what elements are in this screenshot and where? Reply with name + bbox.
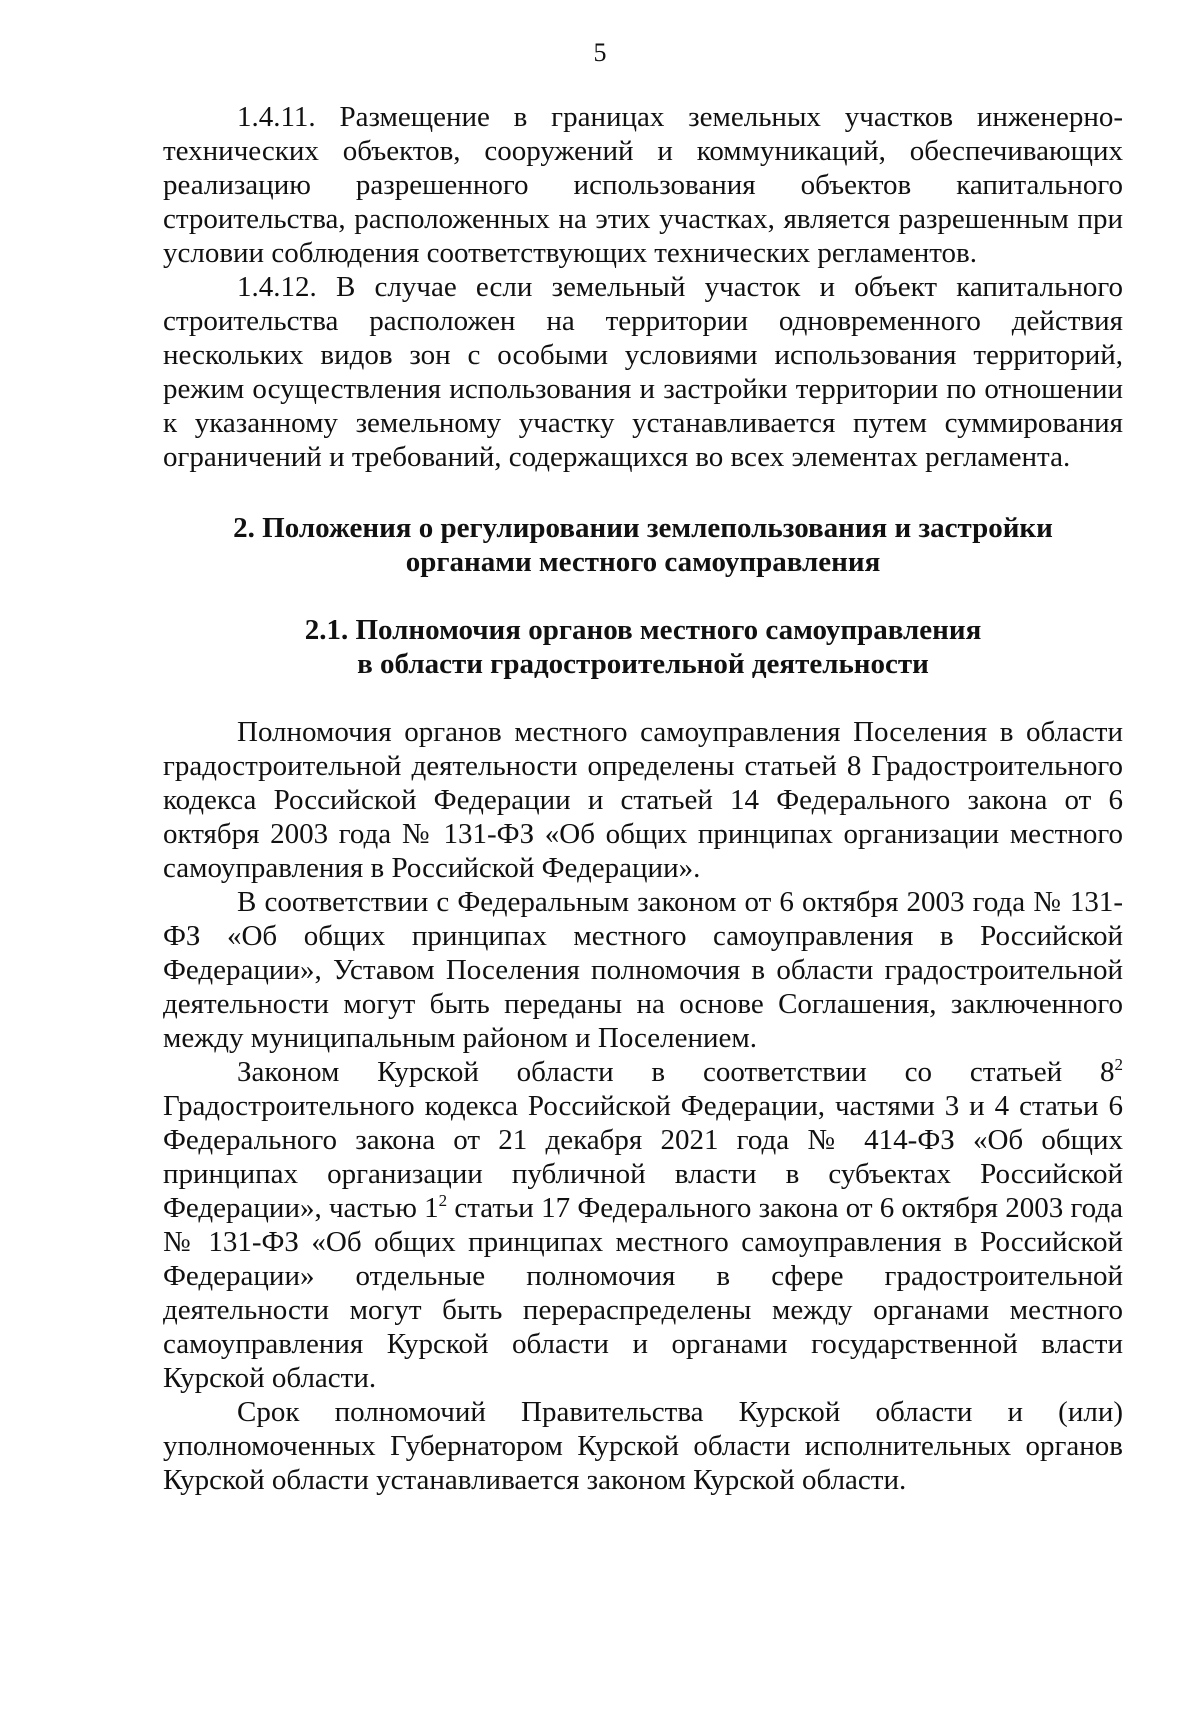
document-body (163, 100, 1123, 1497)
section-2-1-heading (163, 613, 1123, 681)
paragraph-federal-law: В соответствии с Федеральным законом от 6 октября 2003 года № 131-ФЗ «Об общих принципах местного самоуправления в Российской Федерации», Уставом Поселения полномочия в области градостроительной деятельности могут быть переданы на основе Соглашения, заключенного между муниципальным районом и Поселением. (163, 886, 1123, 1054)
section-2-1-heading-line2: в области градостроительной деятельности (357, 648, 929, 680)
paragraph-1-4-11: 1.4.11. Размещение в границах земельных участков инженерно-технических объектов, сооружений и коммуникаций, обеспечивающих реализацию разрешенного использования объектов капитального строительства, расположенных на этих участках, является разрешенным при условии соблюдения соответствующих технических регламентов. (163, 101, 1123, 269)
superscript-8-2: 2 (1114, 1055, 1123, 1074)
section-2-heading (163, 511, 1123, 579)
section-2-heading-line2: органами местного самоуправления (405, 546, 881, 578)
kursk-text-part1: Законом Курской области в соответствии со статьей 8 (237, 1056, 1115, 1088)
section-2-heading-line1: 2. Положения о регулировании землепользования и застройки (233, 512, 1053, 544)
paragraph-1-4-12: 1.4.12. В случае если земельный участок и объект капитального строительства расположен на территории одновременного действия нескольких видов зон с особыми условиями использования территорий, режим осуществления использования и застройки территории по отношении к указанному земельному участку устанавливается путем суммирования ограничений и требований, содержащихся во всех элементах регламента. (163, 271, 1123, 473)
paragraph-powers: Полномочия органов местного самоуправления Поселения в области градостроительной деятельности определены статьей 8 Градостроительного кодекса Российской Федерации и статьей 14 Федерального закона от 6 октября 2003 года № 131-ФЗ «Об общих принципах организации местного самоуправления в Российской Федерации». (163, 716, 1123, 884)
superscript-1-2: 2 (438, 1191, 448, 1210)
section-2-1-heading-line1: 2.1. Полномочия органов местного самоуправления (304, 614, 982, 646)
paragraph-kursk-law (163, 1055, 1123, 1395)
kursk-text-part3: статьи 17 Федерального закона от 6 октября 2003 года № 131-ФЗ «Об общих принципах местного самоуправления в Российской Федерации» отдельные полномочия в сфере градостроительной деятельности могут быть перераспределены между органами местного самоуправления Курской области и органами государственной власти Курской области. (163, 1192, 1123, 1394)
paragraph-term-of-powers: Срок полномочий Правительства Курской области и (или) уполномоченных Губернатором Курской области исполнительных органов Курской области устанавливается законом Курской области. (163, 1396, 1123, 1496)
page-number: 5 (593, 38, 607, 67)
kursk-text-part2: Градостроительного кодекса Российской Федерации, частями 3 и 4 статьи 6 Федерального закона от 21 декабря 2021 года № 414-ФЗ «Об общих принципах организации публичной власти в субъектах Российской Федерации», частью 1 (163, 1090, 1123, 1224)
